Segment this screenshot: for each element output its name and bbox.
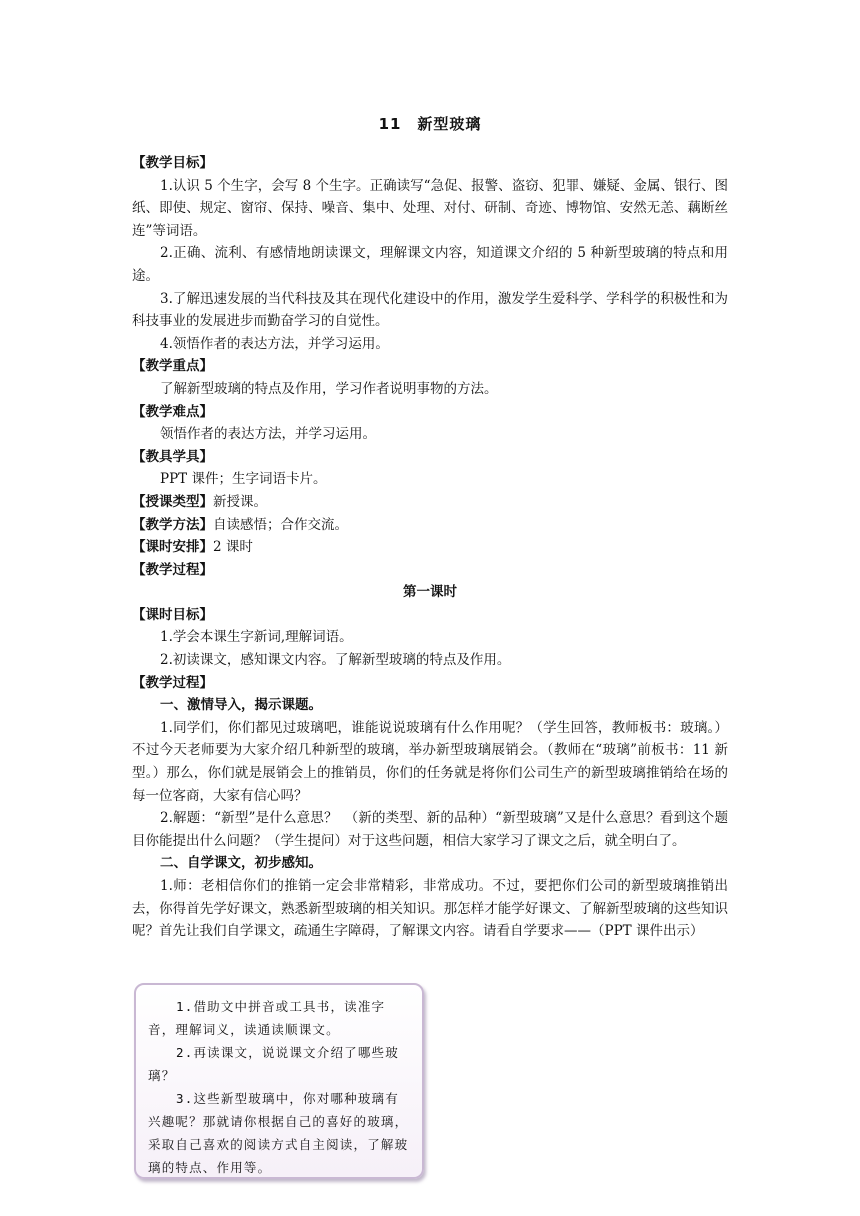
section2-paragraph: 1.师：老相信你们的推销一定会非常精彩，非常成功。不过，要把你们公司的新型玻璃推销出去，你得首先学好课文，熟悉新型玻璃的相关知识。那怎样才能学好课文、了解新型玻璃的这些知识呢？首先让我们自学课文，疏通生字障碍，了解课文内容。请看自学要求——（PPT 课件出示） bbox=[132, 878, 728, 940]
lesson1-title: 第一课时 bbox=[403, 584, 457, 601]
ppt-requirement-item: 1.借助文中拼音或工具书，读准字音，理解词义，读通读顺课文。 bbox=[148, 999, 386, 1037]
process2-heading: 【教学过程】 bbox=[132, 674, 213, 691]
process-heading: 【教学过程】 bbox=[132, 561, 213, 578]
key-points-text: 了解新型玻璃的特点及作用，学习作者说明事物的方法。 bbox=[160, 380, 498, 397]
goal-item: 1.认识 5 个生字，会写 8 个生字。正确读写“急促、报警、盗窃、犯罪、嫌疑、金属、银行、图纸、即使、规定、窗帘、保持、噪音、集中、处理、对付、研制、奇迹、博物馆、安然无恙、藕断丝连”等词语。 bbox=[132, 177, 728, 239]
lesson-type-text: 新授课。 bbox=[213, 493, 267, 510]
tools-text: PPT 课件；生字词语卡片。 bbox=[160, 471, 327, 488]
goals-heading: 【教学目标】 bbox=[132, 155, 213, 171]
lesson-type-heading: 【授课类型】 bbox=[132, 493, 213, 510]
ppt-requirement-item: 2.再读课文，说说课文介绍了哪些玻璃？ bbox=[148, 1045, 399, 1083]
schedule-text: 2 课时 bbox=[213, 539, 253, 556]
lesson-type-row bbox=[132, 491, 728, 514]
schedule-row bbox=[132, 536, 728, 559]
lesson-goals-heading: 【课时目标】 bbox=[132, 606, 213, 623]
teaching-method-row bbox=[132, 514, 728, 537]
ppt-requirement-item: 3.这些新型玻璃中，你对哪种玻璃有兴趣呢？那就请你根据自己的喜好的玻璃，采取自己喜欢的阅读方式自主阅读，了解玻璃的特点、作用等。 bbox=[148, 1091, 409, 1175]
lesson-title: 11 新型玻璃 bbox=[378, 115, 482, 133]
schedule-heading: 【课时安排】 bbox=[132, 539, 213, 556]
lesson-goal-item: 1.学会本课生字新词,理解词语。 bbox=[160, 629, 353, 646]
document-body bbox=[132, 152, 728, 943]
lesson-goal-item: 2.初读课文，感知课文内容。了解新型玻璃的特点及作用。 bbox=[160, 652, 511, 669]
teaching-method-heading: 【教学方法】 bbox=[132, 516, 213, 533]
difficult-points-text: 领悟作者的表达方法，并学习运用。 bbox=[160, 426, 376, 443]
difficult-points-heading: 【教学难点】 bbox=[132, 403, 213, 420]
teaching-method-text: 自读感悟；合作交流。 bbox=[213, 516, 348, 533]
section1-title: 一、激情导入，揭示课题。 bbox=[160, 697, 322, 714]
tools-heading: 【教具学具】 bbox=[132, 448, 213, 465]
goal-item: 2.正确、流利、有感情地朗读课文，理解课文内容，知道课文介绍的 5 种新型玻璃的特点和用途。 bbox=[132, 245, 728, 284]
goal-item: 4.领悟作者的表达方法，并学习运用。 bbox=[160, 335, 389, 352]
goal-item: 3.了解迅速发展的当代科技及其在现代化建设中的作用，激发学生爱科学、学科学的积极性和为科技事业的发展进步而勤奋学习的自觉性。 bbox=[132, 290, 728, 330]
key-points-heading: 【教学重点】 bbox=[132, 358, 213, 375]
section2-title: 二、自学课文，初步感知。 bbox=[160, 855, 322, 872]
ppt-requirements-box bbox=[134, 983, 424, 1179]
section1-paragraph: 1.同学们，你们都见过玻璃吧，谁能说说玻璃有什么作用呢？（学生回答，教师板书：玻璃。）不过今天老师要为大家介绍几种新型的玻璃，举办新型玻璃展销会。（教师在“玻璃”前板书：11 新型。）那么，你们就是展销会上的推销员，你们的任务就是将你们公司生产的新型玻璃推销给在场的每一位客商，大家有信心吗？ bbox=[132, 719, 728, 804]
section1-paragraph: 2.解题：“新型”是什么意思？ （新的类型、新的品种）“新型玻璃”又是什么意思？看到这个题目你能提出什么问题？（学生提问）对于这些问题，相信大家学习了课文之后，就全明白了。 bbox=[132, 810, 728, 849]
